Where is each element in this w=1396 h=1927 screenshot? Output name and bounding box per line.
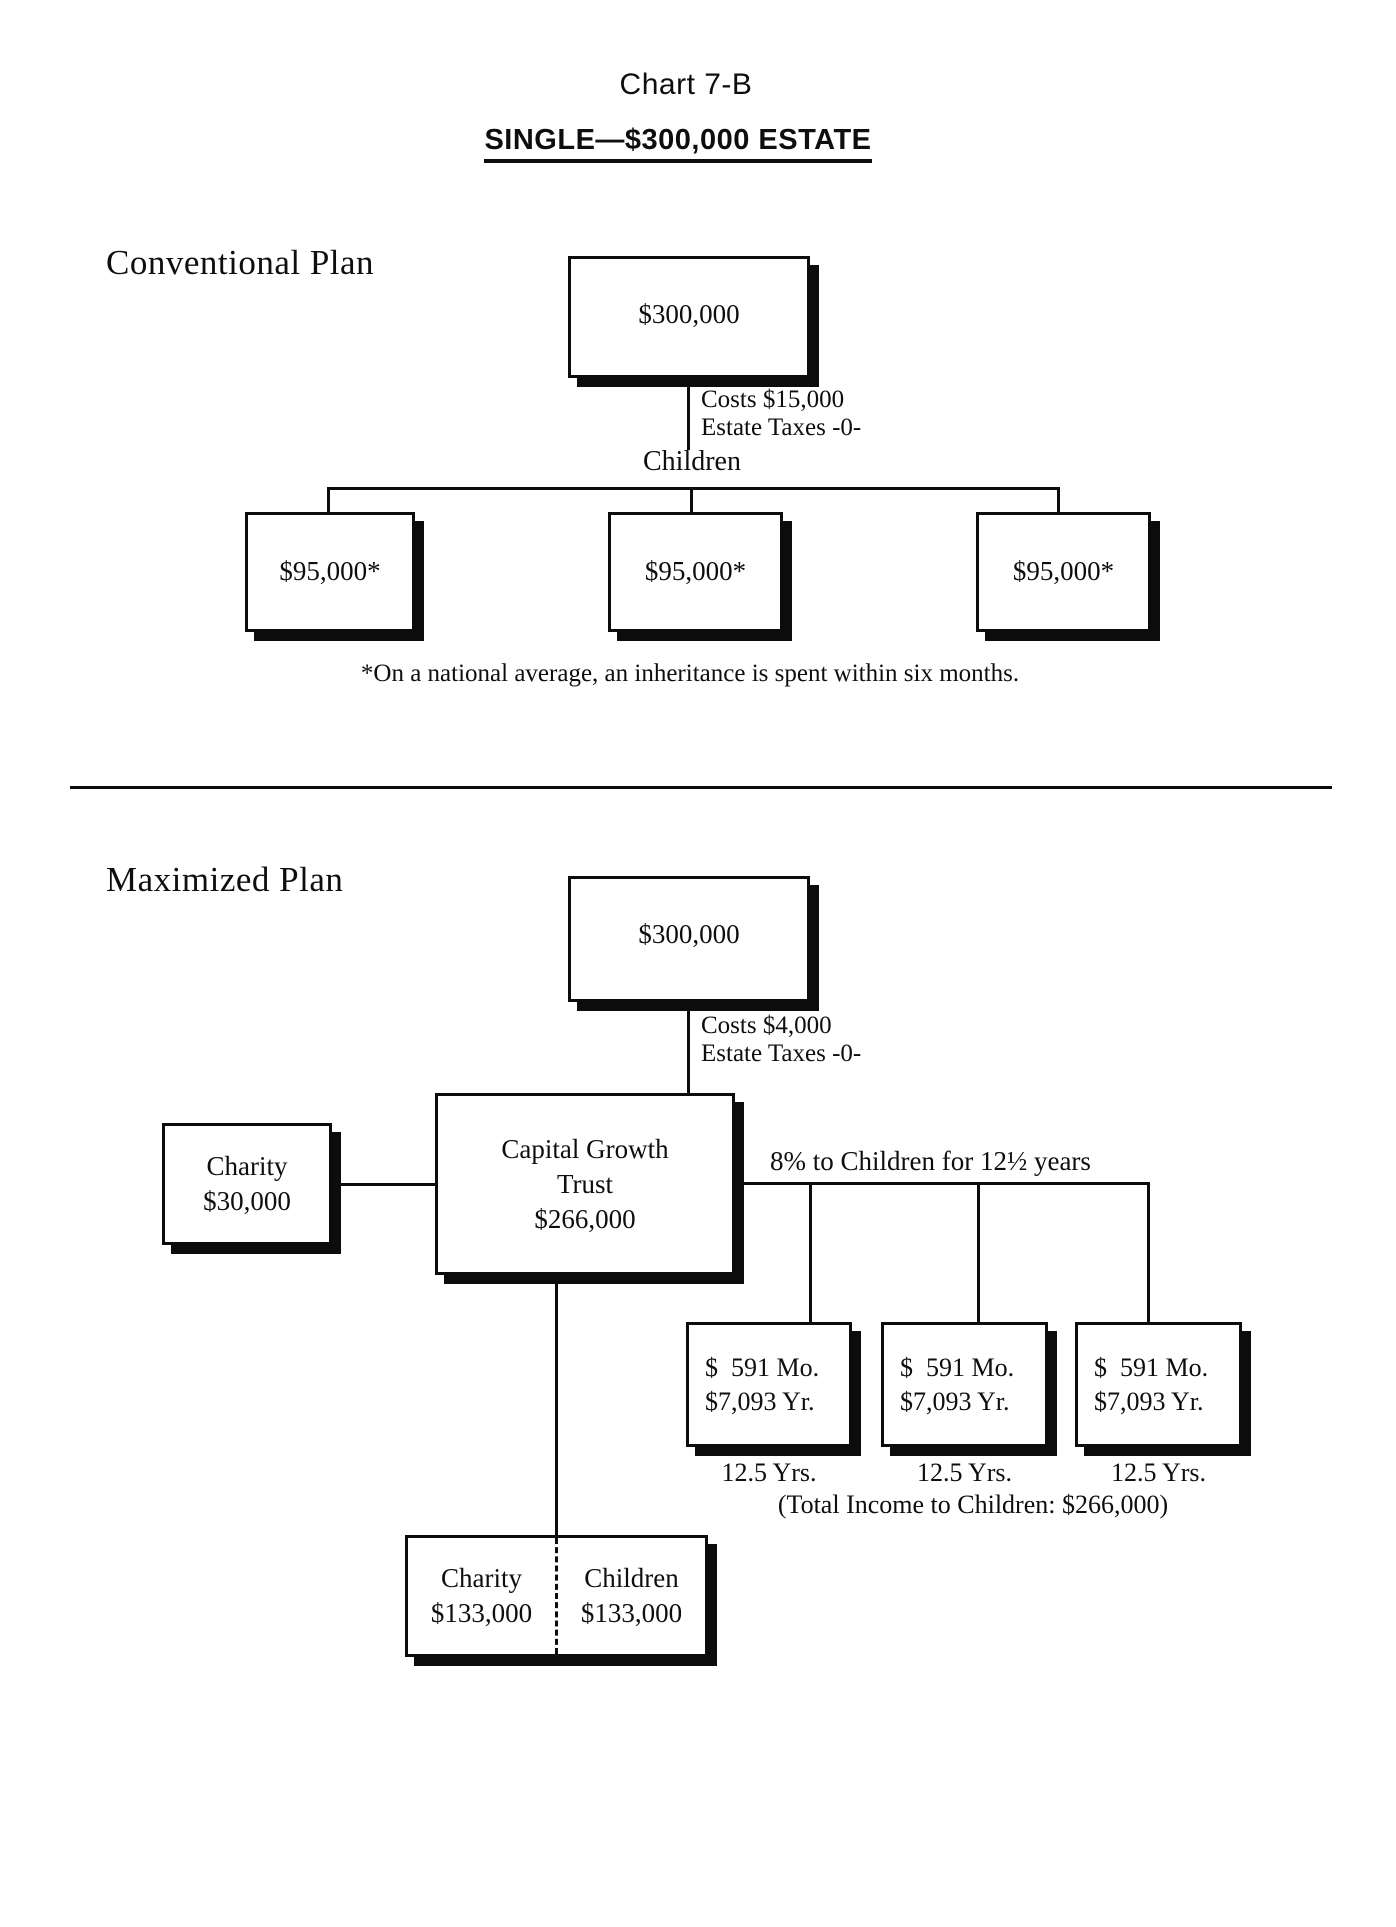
remainder-children-label: Children [584,1562,679,1593]
maximized-estate-connector-line [687,1002,690,1095]
income-branch-line [735,1182,1150,1185]
income-drop-line-1 [809,1182,812,1322]
maximized-estate-taxes-note: Estate Taxes -0- [701,1040,862,1067]
remainder-children-amount: $133,000 [580,1598,683,1628]
income-drop-line-2 [977,1182,980,1322]
remainder-charity-cell [408,1538,555,1654]
years-label-2: 12.5 Yrs. [916,1458,1013,1487]
income-box-1 [686,1322,852,1447]
capital-growth-trust-box [435,1093,735,1275]
income-box-2 [881,1322,1048,1447]
income-box-3-monthly: $ 591 Mo. [1094,1352,1209,1382]
income-drop-line-3 [1147,1182,1150,1322]
trust-box-name-line1: Capital Growth [501,1134,669,1164]
years-label-3: 12.5 Yrs. [1110,1458,1207,1487]
conventional-costs-note: Costs $15,000 [701,386,845,413]
remainder-charity-label: Charity [441,1562,522,1593]
remainder-charity-amount: $133,000 [430,1598,533,1628]
page-subtitle [418,124,938,163]
conventional-drop-line-2 [690,487,693,513]
conventional-drop-line-3 [1057,487,1060,513]
income-box-2-monthly: $ 591 Mo. [900,1352,1015,1382]
conventional-drop-line-1 [327,487,330,513]
conventional-branch-line [327,487,1060,490]
children-label: Children [643,446,741,477]
income-box-3-yearly: $7,093 Yr. [1094,1386,1204,1416]
charity-trust-connector-line [332,1183,435,1186]
trust-remainder-connector-line [555,1275,558,1535]
charity-box [162,1123,332,1245]
trust-box-name-line2: Trust [556,1169,614,1200]
years-label-1: 12.5 Yrs. [721,1458,817,1487]
conventional-child-amount-3: $95,000* [1012,556,1115,587]
maximized-costs-note: Costs $4,000 [701,1012,832,1039]
charity-box-amount: $30,000 [203,1186,291,1216]
remainder-children-cell [558,1538,705,1654]
conventional-plan-label: Conventional Plan [106,243,375,282]
conventional-estate-amount: $300,000 [638,299,740,329]
inheritance-footnote: *On a national average, an inheritance is spent within six months. [360,660,1020,687]
conventional-estate-connector-line [687,378,690,450]
conventional-estate-box [568,256,810,378]
conventional-child-box-2 [608,512,783,632]
income-box-1-yearly: $7,093 Yr. [705,1386,815,1416]
page-subtitle-text: SINGLE—$300,000 ESTATE [484,124,871,163]
conventional-child-box-3 [976,512,1151,632]
total-income-note: (Total Income to Children: $266,000) [777,1490,1169,1519]
conventional-estate-taxes-note: Estate Taxes -0- [701,414,862,441]
maximized-estate-box [568,876,810,1002]
section-divider-rule [70,786,1332,789]
income-box-1-monthly: $ 591 Mo. [705,1352,820,1382]
charity-box-label: Charity [206,1150,288,1181]
conventional-child-amount-2: $95,000* [644,556,747,587]
remainder-split-box [405,1535,708,1657]
income-box-3 [1075,1322,1242,1447]
trust-box-amount: $266,000 [534,1204,636,1235]
income-box-2-yearly: $7,093 Yr. [900,1386,1010,1416]
page-title: Chart 7-B [619,68,753,101]
conventional-child-amount-1: $95,000* [279,556,381,587]
maximized-plan-label: Maximized Plan [106,860,344,899]
conventional-child-box-1 [245,512,415,632]
income-flow-label: 8% to Children for 12½ years [770,1146,1091,1176]
maximized-estate-amount: $300,000 [638,919,740,949]
